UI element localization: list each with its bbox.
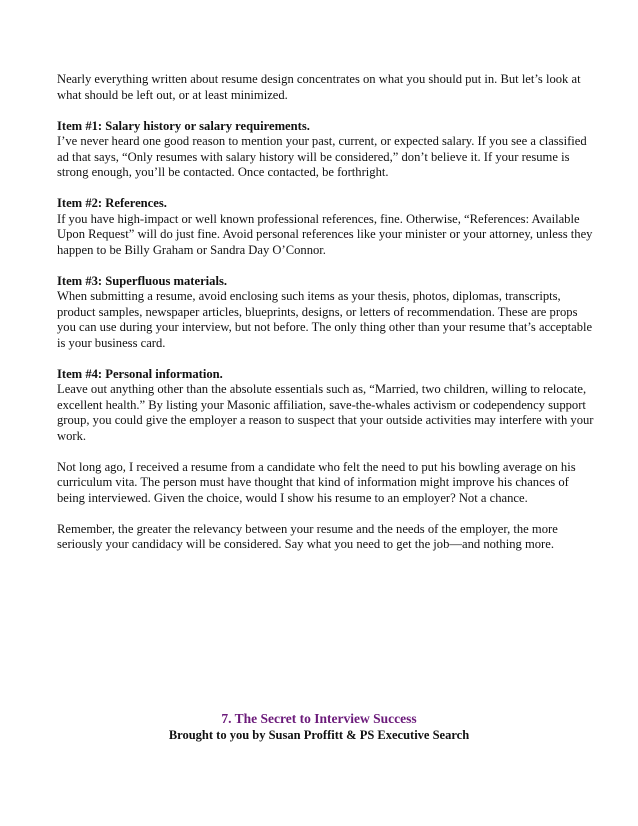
footer-subtitle: Brought to you by Susan Proffitt & PS Executive Search <box>168 728 470 742</box>
item-1 <box>57 119 597 181</box>
intro-paragraph: Nearly everything written about resume design concentrates on what you should put in. But let’s look at what should be left out, or at least minimized. <box>57 72 581 102</box>
item-1-heading: Item #1: Salary history or salary requirements. <box>57 118 310 133</box>
item-4-heading: Item #4: Personal information. <box>57 366 223 381</box>
closing-paragraph: Remember, the greater the relevancy between your resume and the needs of the employer, the more seriously your candidacy will be considered. Say what you need to get the job—and nothing more. <box>57 521 558 551</box>
item-3 <box>57 274 597 352</box>
bowling-paragraph: Not long ago, I received a resume from a candidate who felt the need to put his bowling average on his curriculum vita. The person must have thought that kind of information might improve his chances of being interviewed. Given the choice, would I show his resume to an employer? Not a chance. <box>57 459 576 505</box>
item-2-heading: Item #2: References. <box>57 196 167 210</box>
item-3-heading: Item #3: Superfluous materials. <box>57 273 228 288</box>
document-body <box>57 72 597 568</box>
item-1-text: I’ve never heard one good reason to mention your past, current, or expected salary. If you see a classified ad that says, “Only resumes with salary history will be considered,” don’t believe it. If your resume is strong enough, you’ll be contacted. Once contacted, be forthright. <box>57 134 587 179</box>
item-3-text: When submitting a resume, avoid enclosing such items as your thesis, photos, diplomas, transcripts, product samples, newspaper articles, blueprints, designs, or letters of recommendation. These are props you can use during your interview, but not before. The only thing other than your resume that’s acceptable is your business card. <box>57 289 593 350</box>
item-4 <box>57 367 597 445</box>
item-4-text: Leave out anything other than the absolute essentials such as, “Married, two children, willing to relocate, excellent health.” By listing your Masonic affiliation, save-the-whales activism or codependency support group, you could give the employer a reason to suspect that your outside activities may interfere with your work. <box>57 382 594 443</box>
item-2 <box>57 196 597 258</box>
page-footer <box>0 710 638 743</box>
item-2-text: If you have high-impact or well known professional references, fine. Otherwise, “References: Available Upon Request” will do just fine. Avoid personal references like your minister or your attorney, unless they happen to be Billy Graham or Sandra Day O’Connor. <box>57 211 593 257</box>
footer-title: 7. The Secret to Interview Success <box>221 711 417 726</box>
